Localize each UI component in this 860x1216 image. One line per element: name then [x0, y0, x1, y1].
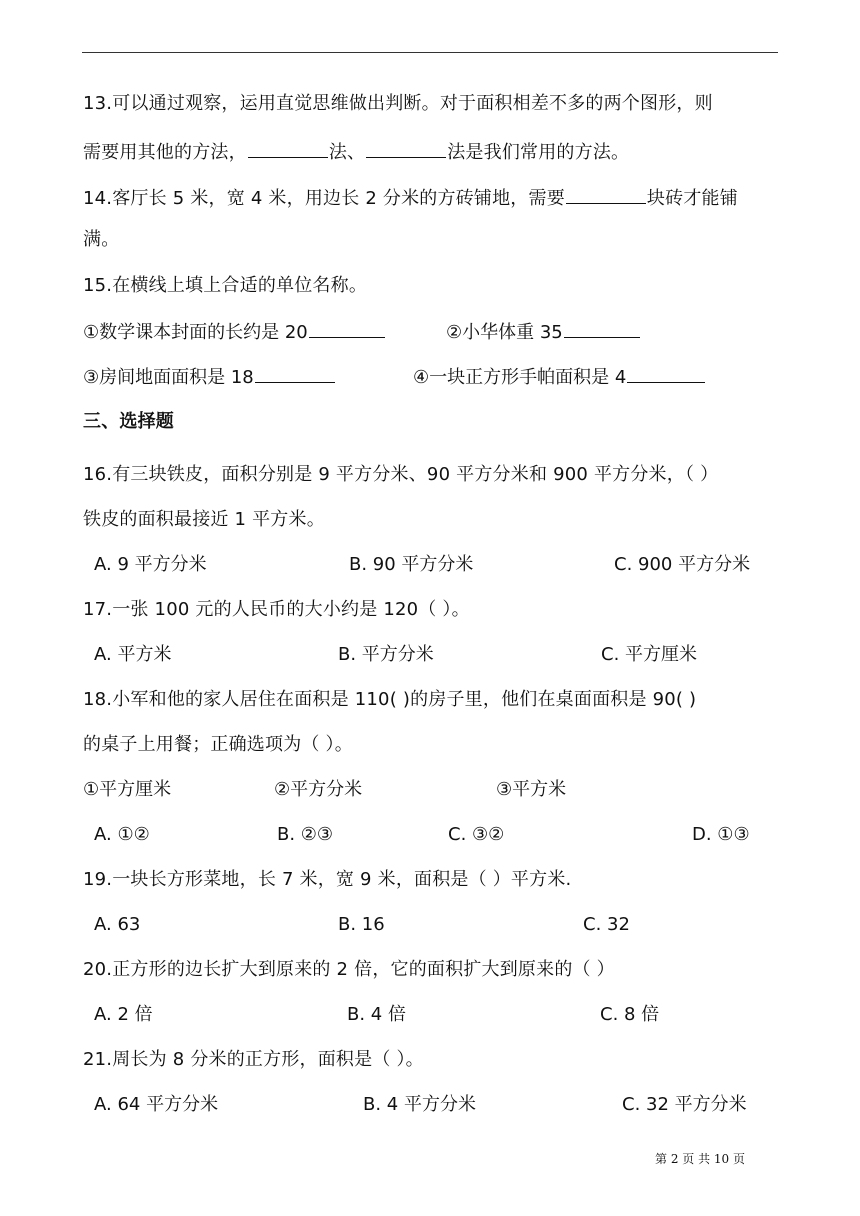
q21-option-b: B. 4 平方分米 — [363, 1094, 476, 1115]
q18-option-a: A. ①② — [94, 824, 150, 845]
q14-text-b: 块砖才能铺 — [646, 188, 738, 209]
q19-option-a: A. 63 — [94, 914, 141, 935]
q15-item-2-text: ②小华体重 35 — [446, 322, 563, 343]
q20-option-b: B. 4 倍 — [347, 1004, 406, 1025]
q18-option-d: D. ①③ — [692, 824, 750, 845]
q13-text-a: 需要用其他的方法， — [83, 142, 247, 163]
q13-text-c: 法是我们常用的方法。 — [447, 142, 630, 163]
q16-line2: 铁皮的面积最接近 1 平方米。 — [83, 509, 325, 530]
q15-item-4-text: ④一块正方形手帕面积是 4 — [413, 367, 627, 388]
section-heading: 三、选择题 — [83, 411, 174, 432]
q15-item-4 — [413, 364, 706, 390]
q15-stem: 15.在横线上填上合适的单位名称。 — [83, 275, 368, 296]
q18-option-c: C. ③② — [448, 824, 505, 845]
q18-unit-1: ①平方厘米 — [83, 779, 172, 800]
q20-option-c: C. 8 倍 — [600, 1004, 660, 1025]
q21-option-a: A. 64 平方分米 — [94, 1094, 219, 1115]
q16-line1: 16.有三块铁皮，面积分别是 9 平方分米、90 平方分米和 900 平方分米，（ ） — [83, 464, 719, 485]
q19-option-c: C. 32 — [583, 914, 630, 935]
q14-line2: 满。 — [83, 229, 120, 250]
q19-stem: 19.一块长方形菜地，长 7 米，宽 9 米，面积是（ ）平方米. — [83, 869, 572, 890]
q18-unit-3: ③平方米 — [496, 779, 567, 800]
q20-option-a: A. 2 倍 — [94, 1004, 153, 1025]
q20-stem: 20.正方形的边长扩大到原来的 2 倍，它的面积扩大到原来的（ ） — [83, 959, 615, 980]
q14-blank — [566, 185, 646, 204]
q15-item-2 — [446, 319, 641, 345]
q15-blank-1 — [309, 319, 385, 338]
q15-blank-4 — [627, 364, 705, 383]
q15-blank-2 — [564, 319, 640, 338]
q13-blank-2 — [366, 139, 446, 158]
q19-option-b: B. 16 — [338, 914, 385, 935]
q13-blank-1 — [248, 139, 328, 158]
q15-item-3 — [83, 364, 336, 390]
q16-option-a: A. 9 平方分米 — [94, 554, 207, 575]
q13-text-b: 法、 — [328, 142, 366, 163]
q18-unit-2: ②平方分米 — [274, 779, 363, 800]
q17-option-a: A. 平方米 — [94, 644, 172, 665]
q18-line1: 18.小军和他的家人居住在面积是 110( )的房子里，他们在桌面面积是 90( ) — [83, 689, 697, 710]
q16-option-c: C. 900 平方分米 — [614, 554, 751, 575]
q18-line2: 的桌子上用餐；正确选项为（ ）。 — [83, 734, 353, 755]
q14-text-a: 14.客厅长 5 米，宽 4 米，用边长 2 分米的方砖铺地，需要 — [83, 188, 565, 209]
q16-option-b: B. 90 平方分米 — [349, 554, 474, 575]
q13-line2 — [83, 139, 629, 165]
page-number: 第 2 页 共 10 页 — [655, 1152, 745, 1166]
q21-stem: 21.周长为 8 分米的正方形，面积是（ ）。 — [83, 1049, 424, 1070]
q15-item-1 — [83, 319, 386, 345]
q15-item-1-text: ①数学课本封面的长约是 20 — [83, 322, 308, 343]
header-rule — [82, 52, 778, 53]
q18-option-b: B. ②③ — [277, 824, 334, 845]
q17-stem: 17.一张 100 元的人民币的大小约是 120（ ）。 — [83, 599, 470, 620]
q21-option-c: C. 32 平方分米 — [622, 1094, 747, 1115]
q15-item-3-text: ③房间地面面积是 18 — [83, 367, 254, 388]
q14-line1 — [83, 185, 738, 211]
q13-line1: 13.可以通过观察，运用直觉思维做出判断。对于面积相差不多的两个图形，则 — [83, 93, 713, 114]
q17-option-c: C. 平方厘米 — [601, 644, 698, 665]
q17-option-b: B. 平方分米 — [338, 644, 434, 665]
q15-blank-3 — [255, 364, 335, 383]
